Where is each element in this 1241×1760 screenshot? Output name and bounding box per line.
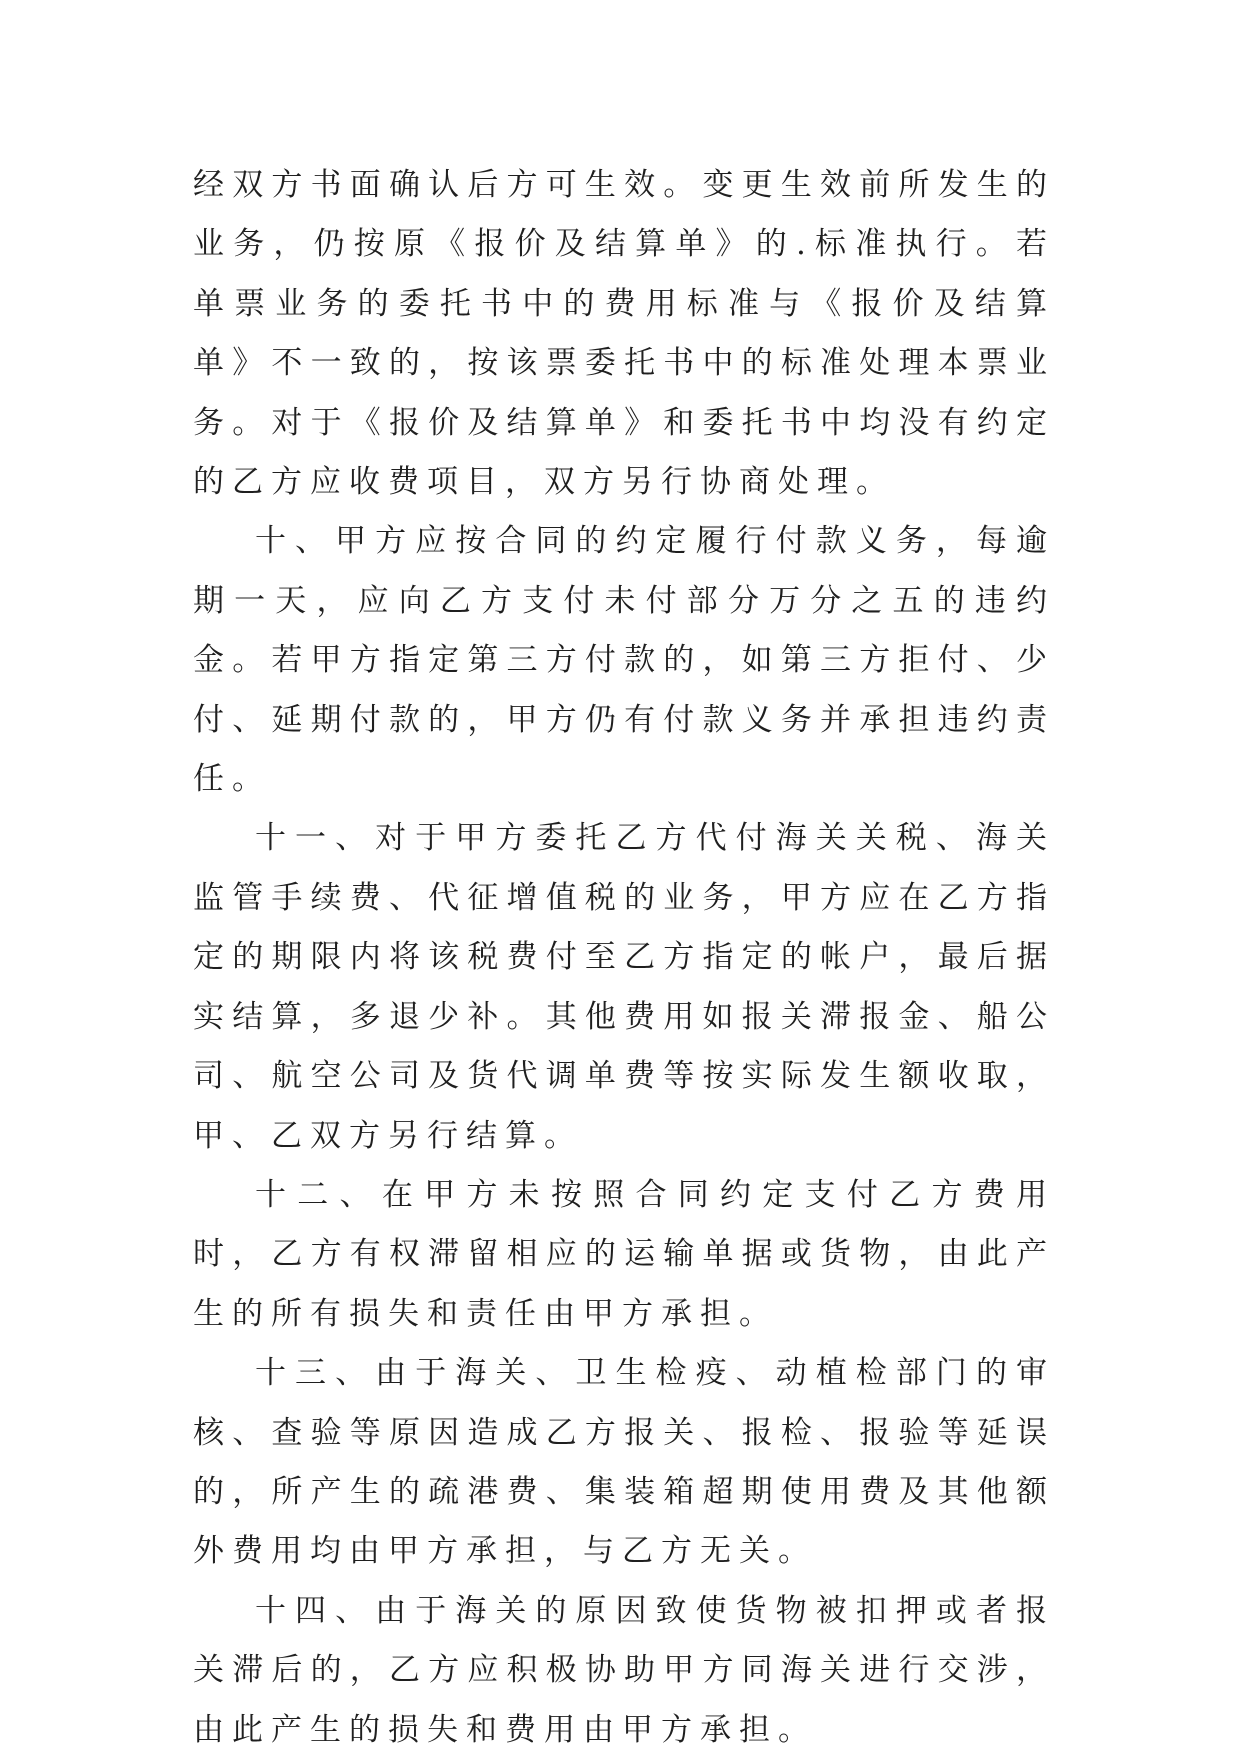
paragraph-clause-10: 十、甲方应按合同的约定履行付款义务，每逾期一天，应向乙方支付未付部分万分之五的违约金。若甲方指定第三方付款的，如第三方拒付、少付、延期付款的，甲方仍有付款义务并承担违约责任。 — [193, 523, 1055, 798]
paragraph-continuation: 经双方书面确认后方可生效。变更生效前所发生的业务，仍按原《报价及结算单》的.标准执行。若单票业务的委托书中的费用标准与《报价及结算单》不一致的，按该票委托书中的标准处理本票业务。对于《报价及结算单》和委托书中均没有约定的乙方应收费项目，双方另行协商处理。 — [193, 167, 1055, 501]
paragraph-clause-12: 十二、在甲方未按照合同约定支付乙方费用时，乙方有权滞留相应的运输单据或货物，由此产生的所有损失和责任由甲方承担。 — [193, 1176, 1055, 1332]
paragraph-clause-13: 十三、由于海关、卫生检疫、动植检部门的审核、查验等原因造成乙方报关、报检、报验等延误的，所产生的疏港费、集装箱超期使用费及其他额外费用均由甲方承担，与乙方无关。 — [193, 1355, 1055, 1570]
paragraph-clause-11: 十一、对于甲方委托乙方代付海关关税、海关监管手续费、代征增值税的业务，甲方应在乙方指定的期限内将该税费付至乙方指定的帐户，最后据实结算，多退少补。其他费用如报关滞报金、船公司、航空公司及货代调单费等按实际发生额收取，甲、乙双方另行结算。 — [193, 820, 1055, 1154]
paragraph-clause-14: 十四、由于海关的原因致使货物被扣押或者报关滞后的，乙方应积极协助甲方同海关进行交涉，由此产生的损失和费用由甲方承担。 — [193, 1592, 1055, 1748]
contract-text-body — [193, 156, 1055, 1760]
